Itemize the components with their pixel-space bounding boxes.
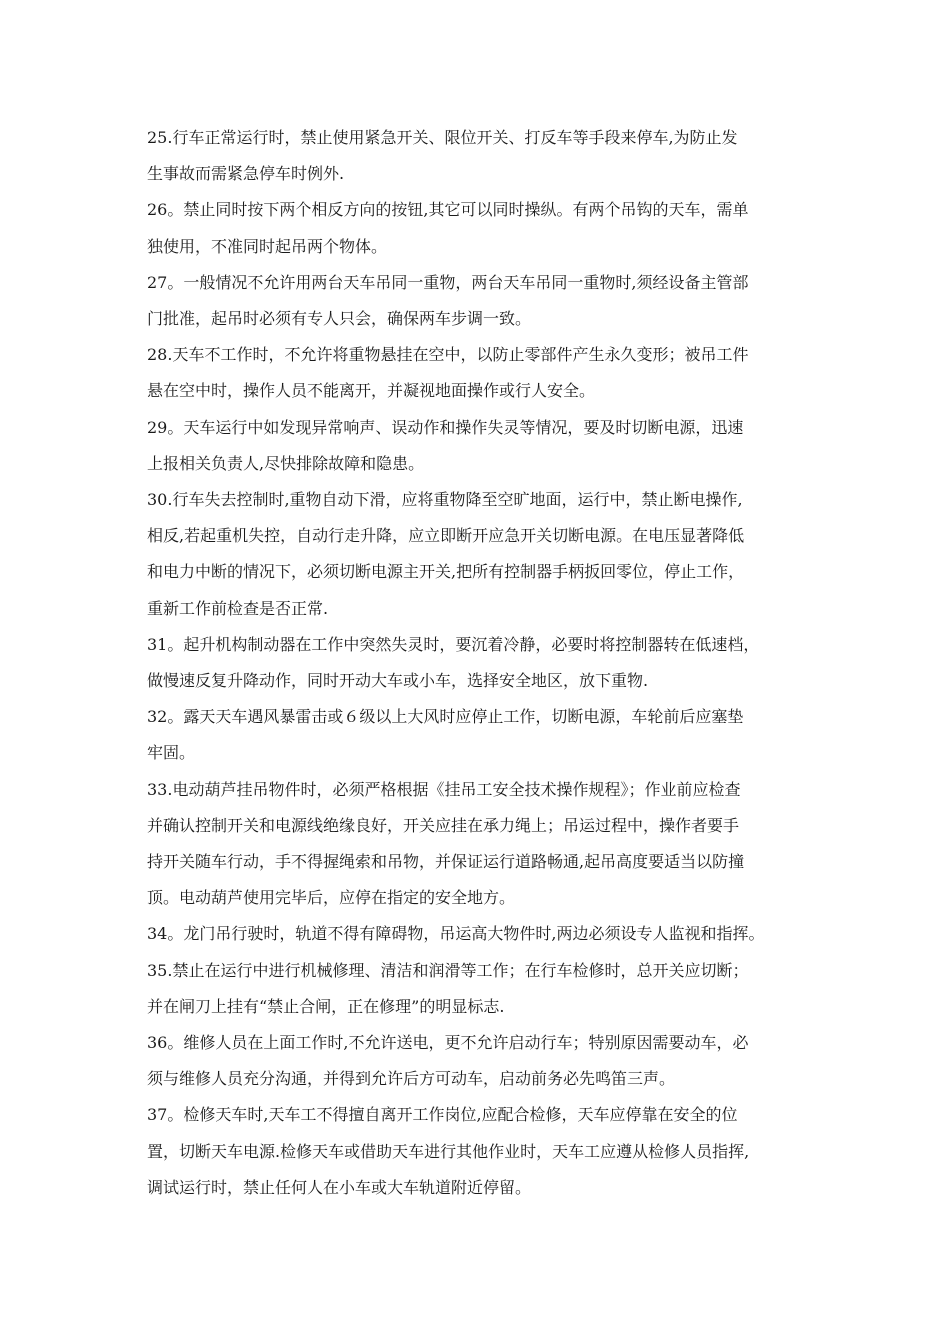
paragraph-line: 31。起升机构制动器在工作中突然失灵时，要沉着冷静，必要时将控制器转在低速档，: [147, 634, 760, 654]
paragraph-line: 做慢速反复升降动作，同时开动大车或小车，选择安全地区，放下重物.: [147, 671, 649, 691]
paragraph-line: 调试运行时，禁止任何人在小车或大车轨道附近停留。: [147, 1177, 532, 1197]
paragraph-line: 和电力中断的情况下，必须切断电源主开关,把所有控制器手柄扳回零位，停止工作，: [147, 562, 745, 582]
paragraph-line: 悬在空中时，操作人员不能离开，并凝视地面操作或行人安全。: [147, 381, 596, 401]
paragraph-line: 置，切断天车电源.检修天车或借助天车进行其他作业时，天车工应遵从检修人员指挥,: [147, 1141, 750, 1161]
paragraph-line: 并在闸刀上挂有“禁止合闸，正在修理”的明显标志.: [147, 996, 505, 1016]
paragraph-item-35: [147, 953, 827, 1025]
paragraph-line: 门批准，起吊时必须有专人只会，确保两车步调一致。: [147, 309, 532, 329]
paragraph-line: 26。禁止同时按下两个相反方向的按钮,其它可以同时操纵。有两个吊钩的天车，需单: [147, 200, 749, 220]
paragraph-line: 并确认控制开关和电源线绝缘良好，开关应挂在承力绳上；吊运过程中，操作者要手: [147, 815, 740, 835]
paragraph-item-31: [147, 627, 827, 699]
paragraph-line: 35.禁止在运行中进行机械修理、清洁和润滑等工作；在行车检修时，总开关应切断；: [147, 960, 749, 980]
paragraph-line: 上报相关负责人,尽快排除故障和隐患。: [147, 453, 425, 473]
paragraph-line: 25.行车正常运行时，禁止使用紧急开关、限位开关、打反车等手段来停车,为防止发: [147, 128, 738, 147]
paragraph-line: 33.电动葫芦挂吊物件时，必须严格根据《挂吊工安全技术操作规程》；作业前应检查: [147, 779, 741, 799]
paragraph-line: 28.天车不工作时，不允许将重物悬挂在空中，以防止零部件产生永久变形；被吊工件: [147, 345, 749, 365]
paragraph-line: 重新工作前检查是否正常.: [147, 598, 329, 618]
paragraph-line: 34。龙门吊行驶时，轨道不得有障碍物，吊运高大物件时,两边必须设专人监视和指挥。: [147, 924, 765, 944]
paragraph-line: 36。维修人员在上面工作时,不允许送电，更不允许启动行车；特别原因需要动车，必: [147, 1033, 749, 1053]
paragraph-item-34: [147, 916, 827, 952]
paragraph-line: 37。检修天车时,天车工不得擅自离开工作岗位,应配合检修，天车应停靠在安全的位: [147, 1105, 738, 1125]
paragraph-item-29: [147, 410, 827, 482]
paragraph-line: 27。一般情况不允许用两台天车吊同一重物，两台天车吊同一重物时,须经设备主管部: [147, 272, 749, 292]
paragraph-line: 29。天车运行中如发现异常响声、误动作和操作失灵等情况，要及时切断电源，迅速: [147, 417, 744, 437]
paragraph-line: 相反,若起重机失控，自动行走升降，应立即断开应急开关切断电源。在电压显著降低: [147, 526, 745, 546]
paragraph-line: 持开关随车行动，手不得握绳索和吊物，并保证运行道路畅通,起吊高度要适当以防撞: [147, 852, 745, 872]
paragraph-line: 生事故而需紧急停车时例外.: [147, 164, 345, 184]
paragraph-line: 独使用，不准同时起吊两个物体。: [147, 236, 388, 256]
paragraph-item-26: [147, 192, 827, 264]
paragraph-line: 30.行车失去控制时,重物自动下滑，应将重物降至空旷地面，运行中，禁止断电操作,: [147, 490, 743, 510]
paragraph-line: 牢固。: [147, 743, 196, 763]
paragraph-item-36: [147, 1025, 827, 1097]
paragraph-line: 须与维修人员充分沟通，并得到允许后方可动车，启动前务必先鸣笛三声。: [147, 1069, 676, 1089]
paragraph-item-30: [147, 482, 827, 627]
paragraph-item-27: [147, 265, 827, 337]
document-body: [147, 120, 827, 1206]
paragraph-item-25: [147, 120, 827, 192]
paragraph-line: 32。露天天车遇风暴雷击或６级以上大风时应停止工作，切断电源，车轮前后应塞垫: [147, 707, 744, 727]
paragraph-line: 顶。电动葫芦使用完毕后，应停在指定的安全地方。: [147, 888, 516, 908]
paragraph-item-33: [147, 772, 827, 917]
paragraph-item-37: [147, 1097, 827, 1206]
paragraph-item-32: [147, 699, 827, 771]
paragraph-item-28: [147, 337, 827, 409]
